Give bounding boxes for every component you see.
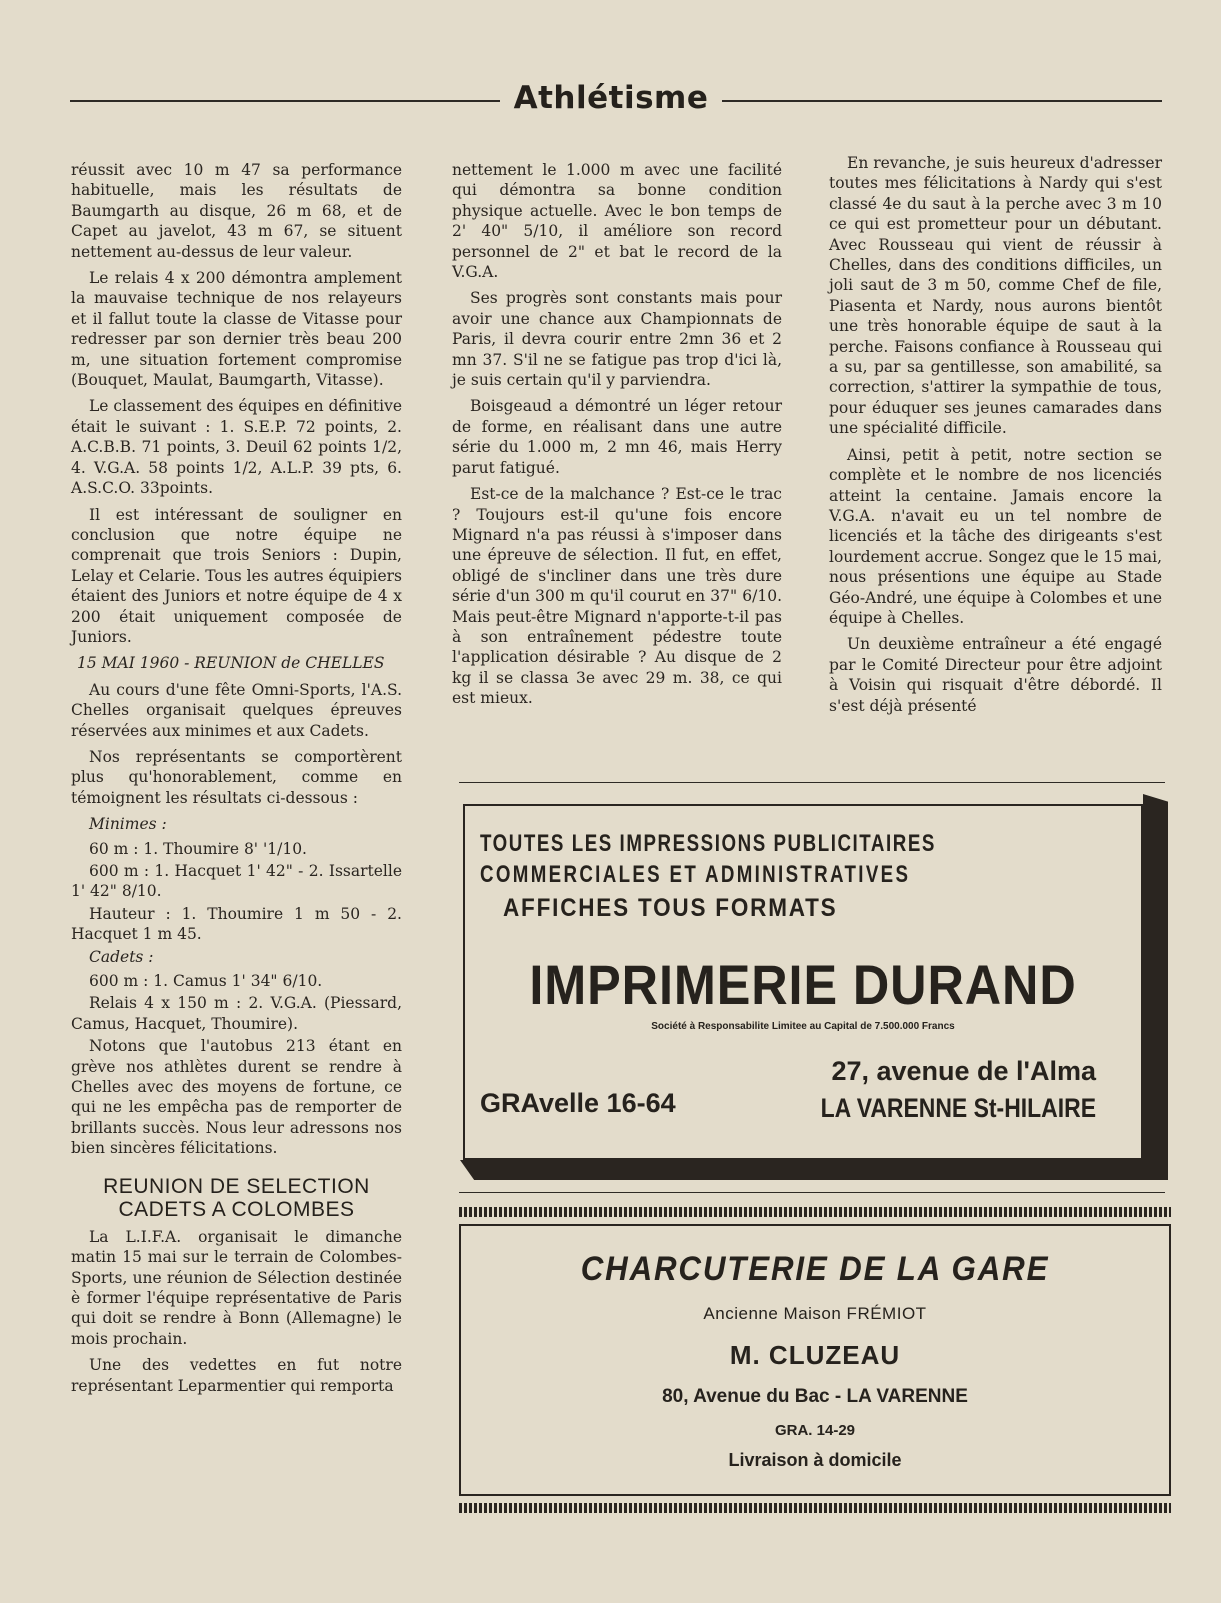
ad-shadow [460, 1160, 1168, 1180]
ad-shadow [1143, 794, 1168, 1178]
paragraph: La L.I.F.A. organisait le dimanche matin 15 mai sur le terrain de Colombes-Sports, une réunion de Sélection destinée è former l'équipe représentative de Paris qui doit se rendre à Bonn (Allemagne) le mois prochain. [71, 1227, 402, 1348]
ad-brand-name: CHARCUTERIE DE LA GARE [580, 1250, 1050, 1288]
paragraph: Il est intéressant de souligner en conclusion que notre équipe ne comprenait que trois Seniors : Dupin, Lelay et Celarie. Tous les autres équipiers étaient des Juniors et notre équipe de 4 x 200 était uniquement composée de Juniors. [71, 505, 403, 646]
result-line: 600 m : 1. Hacquet 1' 42" - 2. Issartelle 1' 42" 8/10. [71, 862, 402, 901]
ad-address: LA VARENNE St-HILAIRE [820, 1093, 1096, 1123]
paragraph: Un deuxième entraîneur a été engagé par le Comité Directeur pour être adjoint à Voisin qui risquait d'être débordé. Il s'est déjà présenté [829, 635, 1162, 715]
ad-phone: GRAvelle 16-64 [480, 1088, 676, 1118]
paragraph: Notons que l'autobus 213 étant en grève nos athlètes durent se rendre à Chelles avec des moyens de fortune, ce qui ne les empêcha pas de remporter de brillants succès. Nous leur adressons nos bien sincères félicitations. [71, 1037, 402, 1158]
ad-brand-name: IMPRIMERIE DURAND [529, 953, 1077, 1016]
paragraph: réussit avec 10 m 47 sa performance habituelle, mais les résultats de Baumgarth au disque, 26 m 68, et de Capet au javelot, 43 m 67, se situent nettement au-dessus de leur valeur. [71, 161, 402, 261]
ad-address: 27, avenue de l'Alma [831, 1056, 1096, 1086]
results-label-minimes: Minimes : [89, 815, 167, 834]
ad-divider-rule [459, 1192, 1165, 1193]
printer-advertisement [463, 804, 1143, 1160]
ad-line: AFFICHES TOUS FORMATS [503, 894, 838, 922]
paragraph: Une des vedettes en fut notre représentant Leparmentier qui remporta [71, 1356, 402, 1395]
section-title: Athlétisme [513, 80, 709, 116]
result-line: Hauteur : 1. Thoumire 1 m 50 - 2. Hacquet 1 m 45. [71, 904, 402, 944]
subheading: REUNION DE SELECTION CADETS A COLOMBES [103, 1174, 370, 1221]
paragraph: Au cours d'une fête Omni-Sports, l'A.S. Chelles organisait quelques épreuves réservées aux minimes et aux Cadets. [71, 680, 402, 740]
ad-owner: M. CLUZEAU [729, 1340, 901, 1370]
ad-line: Ancienne Maison FRÉMIOT [703, 1304, 927, 1323]
ad-address: 80, Avenue du Bac - LA VARENNE [662, 1386, 968, 1407]
paragraph: Boisgeaud a démontré un léger retour de forme, en réalisant dans une autre série du 1.000 m, 2 mn 46, mais Herry parut fatigué. [452, 397, 782, 477]
ad-phone: GRA. 14-29 [774, 1422, 856, 1439]
ad-legal-line: Société à Responsabilite Limitee au Capital de 7.500.000 Francs [651, 1021, 955, 1032]
ad-line: TOUTES LES IMPRESSIONS PUBLICITAIRES [480, 830, 936, 857]
article-column-3 [829, 153, 1162, 722]
paragraph: Le classement des équipes en définitive était le suivant : 1. S.E.P. 72 points, 2. A.C.B.B. 71 points, 3. Deuil 62 points 1/2, 4. V.G.A. 58 points 1/2, A.L.P. 39 pts, 6. A.S.C.O. 33points. [71, 397, 402, 498]
article-column-2 [452, 160, 782, 715]
paragraph: Ainsi, petit à petit, notre section se complète et le nombre de nos licenciés atteint la centaine. Jamais encore la V.G.A. n'avait eu un tel nombre de licenciés et la tâche des dirigeants s'est lourdement accrue. Songez que le 15 mai, nous présentions une équipe au Stade Géo-André, une équipe à Colombes et une équipe à Chelles. [829, 445, 1162, 627]
decorative-border-strip [459, 1503, 1171, 1513]
header-rule-left [70, 100, 500, 102]
column-divider-rule [459, 782, 1165, 783]
article-column-1 [71, 160, 402, 1402]
ad-line: COMMERCIALES ET ADMINISTRATIVES [480, 861, 911, 888]
header-rule-right [722, 100, 1162, 102]
paragraph: Le relais 4 x 200 démontra amplement la mauvaise technique de nos relayeurs et il fallut toute la classe de Vitasse pour redresser par son dernier très beau 200 m, une situation fortement compromise (Bouquet, Maulat, Baumgarth, Vitasse). [71, 269, 402, 390]
butcher-advertisement [459, 1224, 1171, 1496]
results-label-cadets: Cadets : [89, 947, 154, 966]
result-line: 600 m : 1. Camus 1' 34" 6/10. [89, 972, 323, 991]
result-line: 60 m : 1. Thoumire 8' '1/10. [89, 839, 307, 858]
paragraph: Ses progrès sont constants mais pour avoir une chance aux Championnats de Paris, il devra courir entre 2mn 36 et 2 mn 37. S'il ne se fatigue pas trop d'ici là, je suis certain qu'il y parviendra. [452, 289, 782, 390]
dateline: 15 MAI 1960 - REUNION de CHELLES [77, 654, 385, 673]
paragraph: En revanche, je suis heureux d'adresser toutes mes félicitations à Nardy qui s'est classé 4e du saut à la perche avec 3 m 10 ce qui est prometteur pour un débutant. Avec Rousseau qui vient de réussir à Chelles, dans des conditions difficiles, un joli saut de 3 m 50, comme Chef de file, Piasenta et Nardy, nous aurons bientôt une très honorable équipe de saut à la perche. Faisons confiance à Rousseau qui a su, par sa gentillesse, son amabilité, sa correction, s'attirer la sympathie de tous, pour éduquer ses jeunes camarades dans une spécialité difficile. [829, 154, 1162, 438]
paragraph: nettement le 1.000 m avec une facilité qui démontra sa bonne condition physique actuelle. Avec le bon temps de 2' 40" 5/10, il améliore son record personnel de 2" et bat le record de la V.G.A. [452, 161, 782, 282]
paragraph: Nos représentants se comportèrent plus qu'honorablement, comme en témoignent les résultats ci-dessous : [71, 747, 402, 807]
ad-line: Livraison à domicile [728, 1450, 902, 1470]
decorative-border-strip [459, 1207, 1171, 1217]
paragraph: Est-ce de la malchance ? Est-ce le trac ? Toujours est-il qu'une fois encore Mignard n'a pas réussi à s'imposer dans une épreuve de sélection. Il fut, en effet, obligé de s'incliner dans une très dure série d'un 300 m qu'il courut en 37" 6/10. Mais peut-être Mignard n'apporte-t-il pas à son entraînement pédestre toute l'application désirable ? Au disque de 2 kg il se classa 3e avec 29 m. 38, ce qui est mieux. [452, 485, 782, 708]
result-line: Relais 4 x 150 m : 2. V.G.A. (Piessard, Camus, Hacquet, Thoumire). [71, 994, 402, 1033]
